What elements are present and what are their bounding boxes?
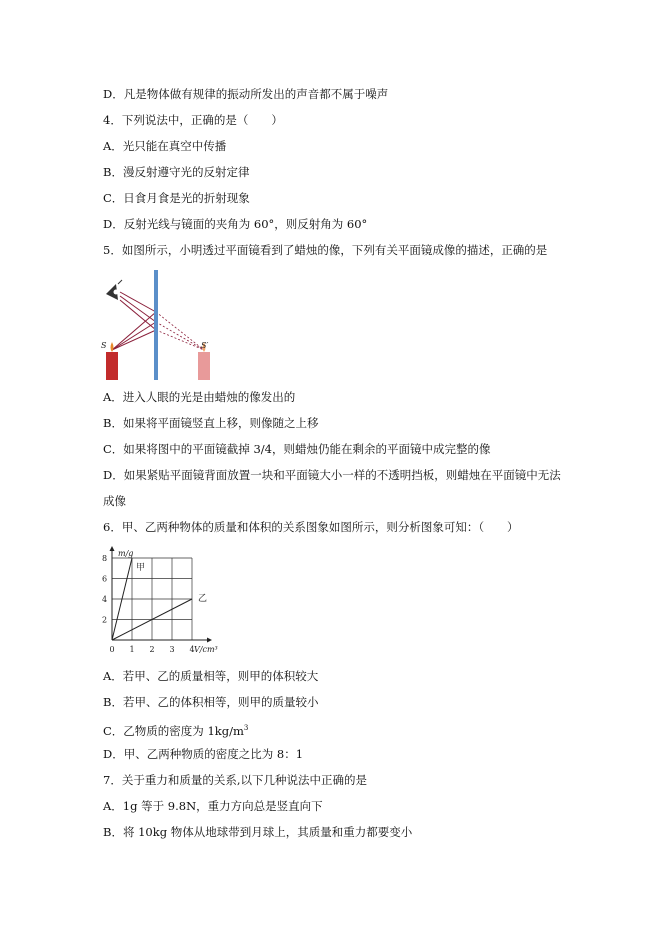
q7-stem: 7．关于重力和质量的关系,以下几种说法中正确的是: [103, 773, 367, 787]
q6-option-a: A．若甲、乙的质量相等，则甲的体积较大: [103, 669, 319, 683]
y-axis-arrow: [110, 546, 115, 551]
q4-stem: 4．下列说法中，正确的是（ ）: [103, 113, 283, 127]
x-tick-label: 4: [189, 645, 195, 654]
q6-option-c-text: C．乙物质的密度为 1kg/m: [103, 723, 244, 738]
q4-option-d: D．反射光线与镜面的夹角为 60°，则反射角为 60°: [103, 217, 368, 231]
x-tick-label: 0: [109, 645, 115, 654]
x-axis-arrow: [207, 638, 212, 643]
y-tick-label: 6: [102, 574, 108, 584]
q4-option-b: B．漫反射遵守光的反射定律: [103, 165, 250, 179]
q4-option-a: A．光只能在真空中传播: [103, 139, 227, 153]
q5-option-a: A．进入人眼的光是由蜡烛的像发出的: [103, 390, 296, 404]
q6-stem: 6．甲、乙两种物体的质量和体积的关系图象如图所示，则分析图象可知：（ ）: [103, 520, 519, 534]
q5-option-c: C．如果将图中的平面镜截掉 3/4，则蜡烛仍能在剩余的平面镜中成完整的像: [103, 442, 491, 456]
virtual-rays: [156, 312, 204, 350]
q5-option-d-line2: 成像: [103, 494, 126, 508]
y-tick-label: 2: [102, 615, 108, 625]
series-label-yi: 乙: [198, 594, 208, 604]
series-label-jia: 甲: [136, 563, 146, 573]
q5-option-b: B．如果将平面镜竖直上移，则像随之上移: [103, 416, 319, 430]
label-s-prime: S′: [201, 341, 209, 350]
q5-option-d-line1: D．如果紧贴平面镜背面放置一块和平面镜大小一样的不透明挡板，则蜡烛在平面镜中无法: [103, 468, 561, 482]
q7-option-a: A．1g 等于 9.8N，重力方向总是竖直向下: [103, 799, 323, 813]
q7-option-b: B．将 10kg 物体从地球带到月球上，其质量和重力都要变小: [103, 825, 413, 839]
q6-option-c-sup: 3: [243, 724, 249, 732]
x-tick-label: 3: [169, 645, 175, 654]
y-tick-label: 8: [102, 554, 108, 563]
q5-stem: 5．如图所示，小明透过平面镜看到了蜡烛的像，下列有关平面镜成像的描述，正确的是: [103, 243, 548, 257]
q6-option-d: D．甲、乙两种物质的密度之比为 8：1: [103, 747, 304, 761]
eye-icon: [106, 280, 122, 300]
q6-option-b: B．若甲、乙的体积相等，则甲的质量较小: [103, 695, 319, 709]
x-axis-label: V/cm³: [194, 645, 218, 654]
x-tick-label: 1: [129, 645, 135, 654]
mirror-candle-figure: [100, 270, 220, 380]
y-tick-label: 4: [102, 595, 108, 604]
light-rays: [112, 292, 156, 350]
q6-option-c: [103, 720, 248, 739]
label-s: S: [101, 341, 107, 350]
plane-mirror: [154, 270, 158, 380]
y-axis-label: m/g: [118, 549, 134, 558]
x-tick-label: 2: [149, 645, 155, 654]
q4-option-c: C．日食月食是光的折射现象: [103, 191, 250, 205]
mass-volume-chart: [98, 546, 248, 658]
q3-option-d: D．凡是物体做有规律的振动所发出的声音都不属于噪声: [103, 87, 389, 101]
